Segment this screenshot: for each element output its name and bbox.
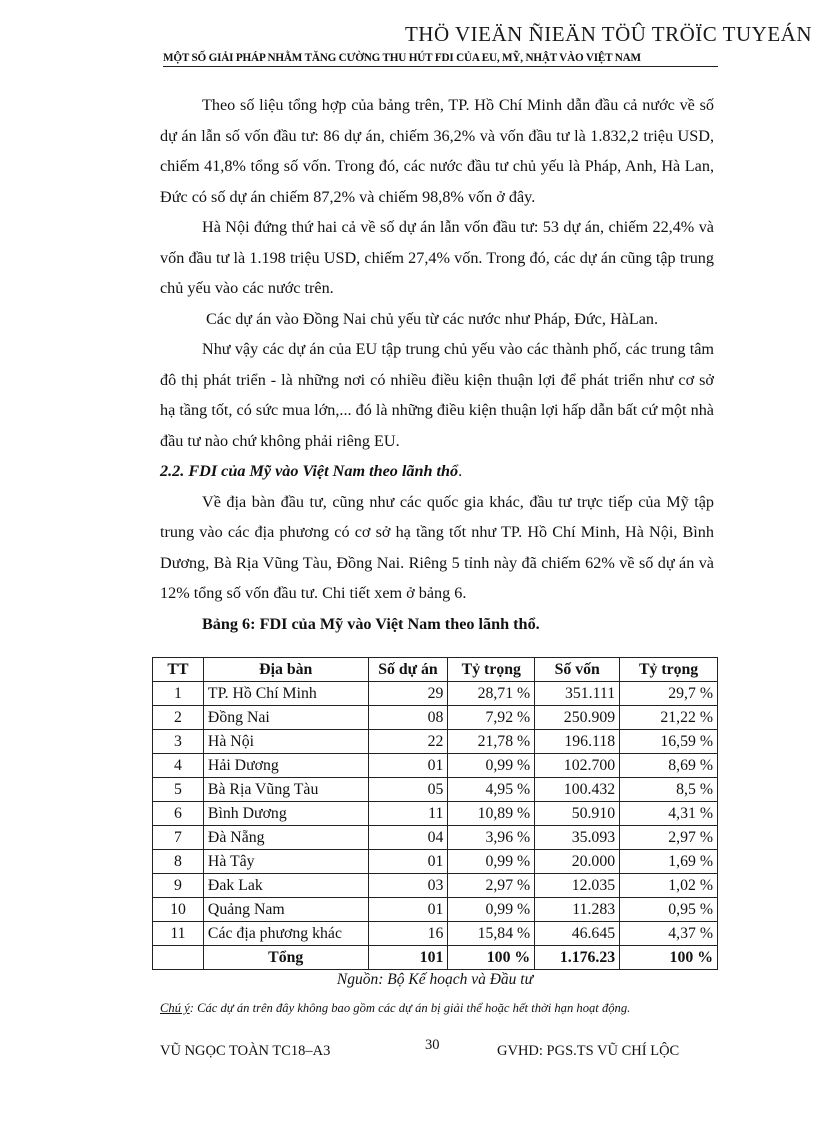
table-row — [153, 850, 718, 874]
table-cell — [153, 946, 204, 970]
page-number: 30 — [425, 1037, 440, 1053]
table-cell: Hà Tây — [203, 850, 368, 874]
table-cell: 21,22 % — [620, 706, 718, 730]
table-row — [153, 802, 718, 826]
table-cell: 12.035 — [535, 874, 620, 898]
table-row — [153, 706, 718, 730]
table-cell: 2,97 % — [448, 874, 535, 898]
table-cell: 1.176.23 — [535, 946, 620, 970]
table-cell: 4 — [153, 754, 204, 778]
table-cell: 16,59 % — [620, 730, 718, 754]
table-cell: 7 — [153, 826, 204, 850]
table-cell: 11 — [368, 802, 448, 826]
table-cell: 1 — [153, 682, 204, 706]
table-cell: Bà Rịa Vũng Tàu — [203, 778, 368, 802]
table-cell: 100.432 — [535, 778, 620, 802]
table-cell: Đà Nẵng — [203, 826, 368, 850]
header-cell: Địa bàn — [203, 658, 368, 682]
table-cell: Đồng Nai — [203, 706, 368, 730]
table-cell: 101 — [368, 946, 448, 970]
table-cell: 5 — [153, 778, 204, 802]
table-cell: 3,96 % — [448, 826, 535, 850]
table-cell: 0,99 % — [448, 754, 535, 778]
section-heading — [160, 456, 714, 487]
paragraph-4: Như vậy các dự án của EU tập trung chủ yếu vào các thành phố, các trung tâm đô thị phát triển - là những nơi có nhiều điều kiện thuận lợi để phát triển như cơ sở hạ tầng tốt, có sức mua lớn,... đó là những điều kiện thuận lợi hấp dẫn bất cứ một nhà đầu tư nào chứ không phải riêng EU. — [160, 340, 714, 450]
table-cell: 4,95 % — [448, 778, 535, 802]
paragraph-5: Về địa bàn đầu tư, cũng như các quốc gia khác, đầu tư trực tiếp của Mỹ tập trung vào các địa phương có cơ sở hạ tầng tốt như TP. Hồ Chí Minh, Hà Nội, Bình Dương, Bà Rịa Vũng Tàu, Đồng Nai. Riêng 5 tỉnh này đã chiếm 62% về số dự án và 12% tổng số vốn đầu tư. Chi tiết xem ở bảng 6. — [160, 492, 714, 602]
table-cell: 1,69 % — [620, 850, 718, 874]
table-cell: 4,37 % — [620, 922, 718, 946]
note-text: : Các dự án trên đây không bao gồm các dự án bị giải thể hoặc hết thời hạn hoạt động. — [189, 1001, 631, 1015]
paragraph-3: Các dự án vào Đồng Nai chủ yếu từ các nước như Pháp, Đức, HàLan. — [206, 309, 659, 328]
table-total-row — [153, 946, 718, 970]
table-source: Nguồn: Bộ Kế hoạch và Đầu tư — [336, 971, 534, 988]
table-cell: 11 — [153, 922, 204, 946]
table-cell: Các địa phương khác — [203, 922, 368, 946]
table-row — [153, 874, 718, 898]
table-row — [153, 826, 718, 850]
table-row — [153, 922, 718, 946]
table-cell: 29,7 % — [620, 682, 718, 706]
footer-advisor: GVHD: PGS.TS VŨ CHÍ LỘC — [497, 1043, 680, 1059]
table-row — [153, 754, 718, 778]
table-cell: 8,69 % — [620, 754, 718, 778]
header-cell: Tỷ trọng — [620, 658, 718, 682]
table-caption-label: Bảng 6 — [202, 614, 251, 633]
table-cell: 46.645 — [535, 922, 620, 946]
note-label: Chú ý — [160, 1001, 190, 1015]
footer-author: VŨ NGỌC TOÀN TC18–A3 — [160, 1043, 331, 1059]
table-cell: 0,95 % — [620, 898, 718, 922]
table-cell: Bình Dương — [203, 802, 368, 826]
header-cell: Tỷ trọng — [448, 658, 535, 682]
table-cell: 35.093 — [535, 826, 620, 850]
table-cell: 21,78 % — [448, 730, 535, 754]
table-cell: 8,5 % — [620, 778, 718, 802]
table-cell: 50.910 — [535, 802, 620, 826]
header-cell: Số vốn — [535, 658, 620, 682]
table-cell: Hải Dương — [203, 754, 368, 778]
watermark-text: THÖ VIEÄN ÑIEÄN TÖÛ TRÖÏC TUYEÁN — [404, 22, 812, 46]
table-row — [153, 730, 718, 754]
table-cell: 16 — [368, 922, 448, 946]
table-row — [153, 778, 718, 802]
table-cell: Quảng Nam — [203, 898, 368, 922]
table-cell: Tổng — [203, 946, 368, 970]
table-cell: 11.283 — [535, 898, 620, 922]
fdi-table — [152, 657, 718, 970]
section-heading-end: . — [458, 462, 463, 480]
table-cell: 01 — [368, 850, 448, 874]
table-cell: 15,84 % — [448, 922, 535, 946]
table-cell: 4,31 % — [620, 802, 718, 826]
table-cell: 6 — [153, 802, 204, 826]
table-cell: Đak Lak — [203, 874, 368, 898]
table-cell: 29 — [368, 682, 448, 706]
header-cell: TT — [153, 658, 204, 682]
table-cell: 2 — [153, 706, 204, 730]
table-cell: 100 % — [448, 946, 535, 970]
table-cell: 05 — [368, 778, 448, 802]
table-row — [153, 682, 718, 706]
table-body — [153, 682, 718, 946]
table-cell: 04 — [368, 826, 448, 850]
table-cell: 03 — [368, 874, 448, 898]
paragraph-2: Hà Nội đứng thứ hai cả về số dự án lẫn vốn đầu tư: 53 dự án, chiếm 22,4% và vốn đầu tư là 1.198 triệu USD, chiếm 27,4% vốn. Trong đó, các dự án cũng tập trung chủ yếu vào các nước trên. — [160, 218, 714, 297]
table-cell: 102.700 — [535, 754, 620, 778]
table-cell: 0,99 % — [448, 898, 535, 922]
running-header: MỘT SỐ GIẢI PHÁP NHẰM TĂNG CƯỜNG THU HÚT FDI CỦA EU, MỸ, NHẬT VÀO VIỆT NAM — [163, 52, 718, 67]
paragraph-1: Theo số liệu tổng hợp của bảng trên, TP. Hồ Chí Minh dẫn đầu cả nước về số dự án lẫn số vốn đầu tư: 86 dự án, chiếm 36,2% và vốn đầu tư là 1.832,2 triệu USD, chiếm 41,8% tổng số vốn. Trong đó, các nước đầu tư chủ yếu là Pháp, Anh, Hà Lan, Đức có số dự án chiếm 87,2% và chiếm 98,8% vốn ở đây. — [160, 96, 714, 206]
table-cell: 8 — [153, 850, 204, 874]
table-row — [153, 898, 718, 922]
table-cell: 351.111 — [535, 682, 620, 706]
table-caption — [160, 609, 714, 640]
table-cell: 7,92 % — [448, 706, 535, 730]
table-cell: 20.000 — [535, 850, 620, 874]
main-content — [160, 90, 714, 639]
table-cell: 08 — [368, 706, 448, 730]
table-cell: TP. Hồ Chí Minh — [203, 682, 368, 706]
table-cell: 1,02 % — [620, 874, 718, 898]
table-cell: 01 — [368, 754, 448, 778]
table-cell: 10 — [153, 898, 204, 922]
table-cell: 0,99 % — [448, 850, 535, 874]
table-cell: 3 — [153, 730, 204, 754]
table-cell: Hà Nội — [203, 730, 368, 754]
table-cell: 10,89 % — [448, 802, 535, 826]
table-header-row — [153, 658, 718, 682]
table-caption-text: : FDI của Mỹ vào Việt Nam theo lãnh thổ. — [250, 614, 540, 633]
table-cell: 9 — [153, 874, 204, 898]
table-cell: 2,97 % — [620, 826, 718, 850]
table-cell: 28,71 % — [448, 682, 535, 706]
section-heading-text: 2.2. FDI của Mỹ vào Việt Nam theo lãnh thổ — [160, 462, 459, 480]
table-cell: 22 — [368, 730, 448, 754]
table-cell: 01 — [368, 898, 448, 922]
table-cell: 196.118 — [535, 730, 620, 754]
table-cell: 100 % — [620, 946, 718, 970]
table-cell: 250.909 — [535, 706, 620, 730]
header-cell: Số dự án — [368, 658, 448, 682]
table-note — [160, 1001, 720, 1016]
